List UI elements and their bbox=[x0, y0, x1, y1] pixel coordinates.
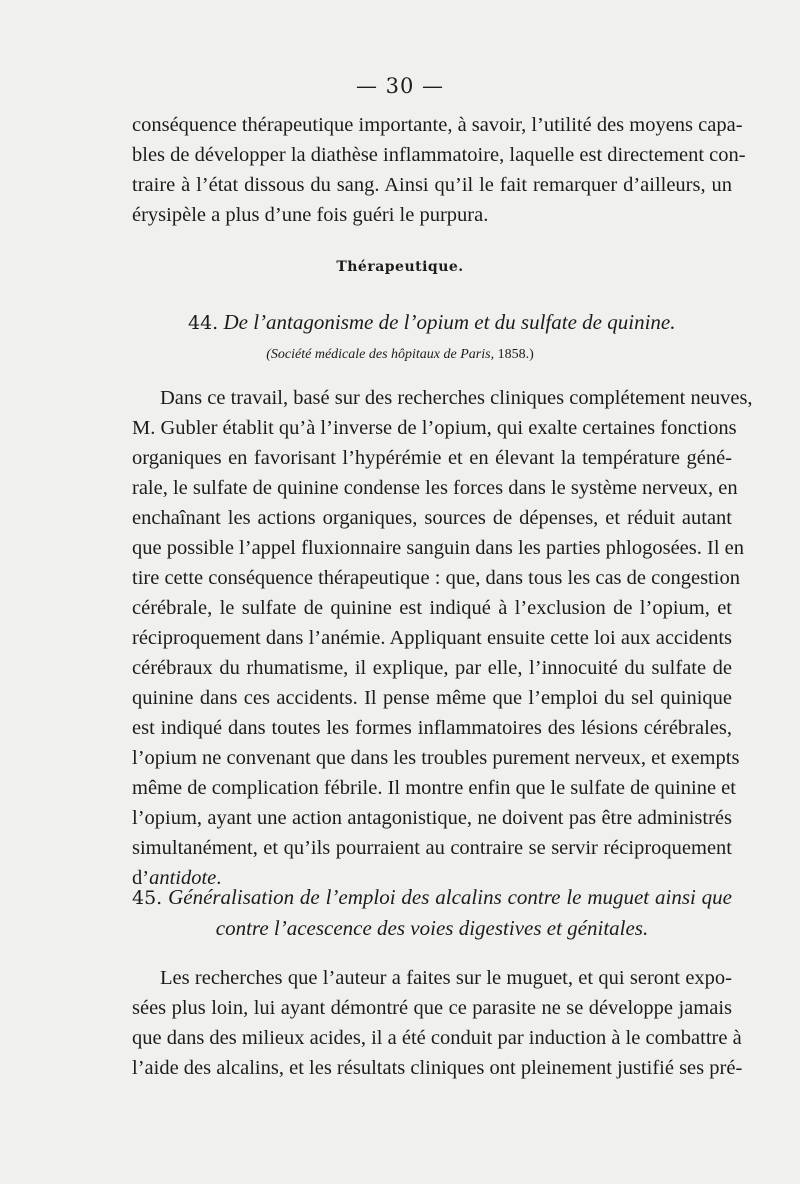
article-number: 45. bbox=[132, 887, 163, 909]
article-44-body bbox=[132, 383, 753, 893]
text-line: rale, le sulfate de quinine condense les forces dans le système nerveux, en bbox=[132, 477, 738, 499]
text-fragment: . bbox=[216, 867, 222, 889]
text-line: enchaînant les actions organiques, sources de dépenses, et réduit autant bbox=[132, 507, 732, 529]
article-45-title-line1 bbox=[132, 882, 732, 913]
text-line: quinine dans ces accidents. Il pense même que l’emploi du sel quinique bbox=[132, 687, 732, 709]
article-45-title bbox=[132, 882, 732, 943]
text-line: Les recherches que l’auteur a faites sur le muguet, et qui seront expo- bbox=[160, 967, 732, 989]
text-line: érysipèle a plus d’une fois guéri le purpura. bbox=[132, 204, 489, 226]
article-title-text: Généralisation de l’emploi des alcalins contre le muguet ainsi que bbox=[168, 885, 733, 909]
article-44-source bbox=[0, 347, 800, 363]
text-line: traire à l’état dissous du sang. Ainsi qu’il le fait remarquer d’ailleurs, un bbox=[132, 174, 732, 196]
section-heading: Thérapeutique. bbox=[336, 259, 464, 275]
text-line: M. Gubler établit qu’à l’inverse de l’opium, qui exalte certaines fonctions bbox=[132, 417, 737, 439]
text-line: tire cette conséquence thérapeutique : que, dans tous les cas de congestion bbox=[132, 567, 740, 589]
text-line: l’aide des alcalins, et les résultats cliniques ont pleinement justifié ses pré- bbox=[132, 1057, 743, 1079]
text-line: sées plus loin, lui ayant démontré que ce parasite ne se développe jamais bbox=[132, 997, 732, 1019]
text-line: que possible l’appel fluxionnaire sanguin dans les parties phlogosées. Il en bbox=[132, 537, 745, 559]
article-45-body bbox=[132, 963, 743, 1083]
text-line: bles de développer la diathèse inflammatoire, laquelle est directement con- bbox=[132, 144, 746, 166]
text-line: l’opium, ayant une action antagonistique, ne doivent pas être administrés bbox=[132, 807, 732, 829]
article-number: 44. bbox=[188, 312, 219, 334]
text-line: même de complication fébrile. Il montre enfin que le sulfate de quinine et bbox=[132, 777, 736, 799]
article-44-title bbox=[188, 307, 708, 338]
text-fragment: d’ bbox=[132, 867, 150, 889]
text-line: Dans ce travail, basé sur des recherches cliniques complétement neuves, bbox=[160, 387, 753, 409]
article-45-title-line2: contre l’acescence des voies digestives et génitales. bbox=[215, 916, 649, 940]
text-line: cérébrale, le sulfate de quinine est indiqué à l’exclusion de l’opium, et bbox=[132, 597, 732, 619]
article-title-text: De l’antagonisme de l’opium et du sulfate de quinine. bbox=[223, 310, 676, 334]
text-line: que dans des milieux acides, il a été conduit par induction à le combattre à bbox=[132, 1027, 742, 1049]
italic-term: antidote bbox=[149, 867, 217, 889]
text-line: est indiqué dans toutes les formes inflammatoires des lésions cérébrales, bbox=[132, 717, 732, 739]
source-year: 1858.) bbox=[497, 347, 534, 362]
text-line: conséquence thérapeutique importante, à savoir, l’utilité des moyens capa- bbox=[132, 114, 743, 136]
text-line: réciproquement dans l’anémie. Appliquant ensuite cette loi aux accidents bbox=[132, 627, 732, 649]
text-line: organiques en favorisant l’hypérémie et en élevant la température géné- bbox=[132, 447, 732, 469]
text-line: l’opium ne convenant que dans les troubles purement nerveux, et exempts bbox=[132, 747, 740, 769]
source-journal: (Société médicale des hôpitaux de Paris, bbox=[266, 347, 495, 362]
text-line: simultanément, et qu’ils pourraient au contraire se servir réciproquement bbox=[132, 837, 732, 859]
intro-paragraph bbox=[132, 110, 746, 230]
page-number: — 30 — bbox=[355, 74, 445, 98]
text-line: cérébraux du rhumatisme, il explique, par elle, l’innocuité du sulfate de bbox=[132, 657, 732, 679]
